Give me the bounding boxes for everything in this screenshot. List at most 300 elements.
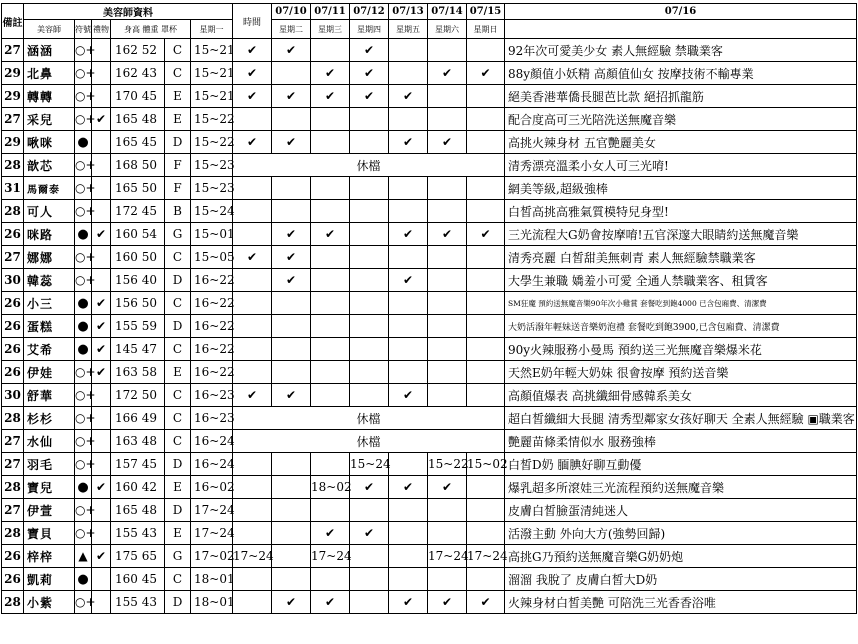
table-row [2, 568, 857, 591]
table-row [2, 108, 857, 131]
age-cell: 27 [2, 499, 24, 522]
note-cell: SM狂魔 預約送無魔音樂90年次小雞賞 套餐吃到飽4000 已含包廂費、清潔費 [505, 292, 857, 315]
time-cell: 16~22 [191, 338, 233, 361]
symbol-cell: ○+ [75, 269, 92, 292]
day-cell: ✔ [428, 223, 467, 246]
height-weight-cell: 170 45 [111, 85, 165, 108]
day-cell [311, 200, 350, 223]
note-cell: 絕美香港華僑長腿芭比款 絕招抓龍筋 [505, 85, 857, 108]
time-cell: 15~23 [191, 154, 233, 177]
cup-cell: E [165, 85, 191, 108]
day-cell [350, 292, 389, 315]
age-cell: 27 [2, 108, 24, 131]
cup-cell: C [165, 39, 191, 62]
table-row [2, 453, 857, 476]
day-cell [272, 292, 311, 315]
symbol-cell: ○+ [75, 361, 92, 384]
beautician-name: 伊萱 [24, 499, 75, 522]
age-cell: 26 [2, 361, 24, 384]
beautician-name: 啾咪 [24, 131, 75, 154]
schedule-table [1, 3, 857, 614]
age-cell: 27 [2, 246, 24, 269]
day-cell [233, 591, 272, 614]
day-cell [350, 568, 389, 591]
day-cell [233, 223, 272, 246]
time-cell: 16~23 [191, 407, 233, 430]
day-cell [350, 223, 389, 246]
symbol-cell: ○+ [75, 522, 92, 545]
table-row [2, 154, 857, 177]
date-header: 07/16 [505, 4, 857, 20]
beautician-name: 伊娃 [24, 361, 75, 384]
day-cell: ✔ [389, 269, 428, 292]
cup-cell: G [165, 545, 191, 568]
time-cell: 16~24 [191, 430, 233, 453]
day-cell [272, 522, 311, 545]
age-cell: 27 [2, 39, 24, 62]
time-cell: 15~22 [191, 108, 233, 131]
day-cell [350, 108, 389, 131]
day-cell [467, 315, 505, 338]
beautician-name: 可人 [24, 200, 75, 223]
day-cell [467, 269, 505, 292]
beautician-name: 咪路 [24, 223, 75, 246]
height-weight-cell: 155 59 [111, 315, 165, 338]
symbol-cell: ○+ [75, 430, 92, 453]
note-cell: 網美等級,超級強棒 [505, 177, 857, 200]
day-cell [467, 85, 505, 108]
day-cell [233, 568, 272, 591]
day-cell [467, 338, 505, 361]
symbol-cell: ○+ [75, 591, 92, 614]
table-body [2, 39, 857, 614]
day-cell [311, 108, 350, 131]
day-cell [389, 338, 428, 361]
day-cell [389, 177, 428, 200]
height-weight-cell: 160 42 [111, 476, 165, 499]
symbol-cell: ○+ [75, 499, 92, 522]
date-header: 07/12 [350, 4, 389, 20]
height-weight-cell: 155 43 [111, 591, 165, 614]
note-cell: 爆乳超多所滾娃三光流程預約送無魔音樂 [505, 476, 857, 499]
cup-cell: D [165, 269, 191, 292]
day-cell [428, 522, 467, 545]
symbol-cell: ▲ [75, 545, 92, 568]
day-cell [233, 476, 272, 499]
table-row [2, 522, 857, 545]
symbol-cell: ○+ [75, 384, 92, 407]
day-cell: ✔ [350, 522, 389, 545]
day-cell [467, 476, 505, 499]
day-cell [311, 568, 350, 591]
stats-header: 身高 體重 罩杯 [111, 20, 191, 39]
day-cell [311, 177, 350, 200]
day-cell [389, 522, 428, 545]
day-cell [233, 108, 272, 131]
table-row [2, 430, 857, 453]
table-row [2, 62, 857, 85]
height-weight-cell: 155 43 [111, 522, 165, 545]
table-row [2, 545, 857, 568]
day-cell [272, 545, 311, 568]
day-cell [428, 246, 467, 269]
height-weight-cell: 160 45 [111, 568, 165, 591]
day-cell [467, 177, 505, 200]
cup-cell: D [165, 453, 191, 476]
rest-cell: 休檔 [233, 407, 505, 430]
day-cell [233, 315, 272, 338]
weekday-header: 星期四 [350, 20, 389, 39]
gift-cell: ✔ [92, 545, 111, 568]
date-header: 07/13 [389, 4, 428, 20]
cup-cell: E [165, 522, 191, 545]
beautician-name: 小三 [24, 292, 75, 315]
day-cell: ✔ [389, 85, 428, 108]
age-cell: 26 [2, 545, 24, 568]
symbol-cell: ● [75, 315, 92, 338]
day-cell [428, 39, 467, 62]
height-weight-cell: 156 40 [111, 269, 165, 292]
note-cell: 天然E奶年輕大奶妹 很會按摩 預約送音樂 [505, 361, 857, 384]
weekday-header: 星期二 [272, 20, 311, 39]
day-cell [389, 200, 428, 223]
day-cell [428, 499, 467, 522]
day-cell: ✔ [467, 223, 505, 246]
rest-cell: 休檔 [233, 430, 505, 453]
cup-cell: C [165, 338, 191, 361]
day-cell [233, 499, 272, 522]
day-cell [389, 108, 428, 131]
gift-cell: ✔ [92, 108, 111, 131]
height-weight-cell: 162 43 [111, 62, 165, 85]
day-cell [233, 522, 272, 545]
beautician-name: 杉杉 [24, 407, 75, 430]
cup-cell: B [165, 200, 191, 223]
age-cell: 26 [2, 223, 24, 246]
day-cell [233, 453, 272, 476]
cup-cell: D [165, 131, 191, 154]
day-cell [467, 200, 505, 223]
symbol-cell: ● [75, 568, 92, 591]
gift-cell: ✔ [92, 315, 111, 338]
cup-cell: E [165, 108, 191, 131]
note-cell: 92年次可愛美少女 素人無經驗 禁職業客 [505, 39, 857, 62]
day-cell: ✔ [389, 591, 428, 614]
day-cell: ✔ [233, 131, 272, 154]
day-cell [467, 499, 505, 522]
symbol-cell: ● [75, 131, 92, 154]
height-weight-cell: 163 48 [111, 430, 165, 453]
day-cell [389, 453, 428, 476]
day-cell [350, 499, 389, 522]
height-weight-cell: 157 45 [111, 453, 165, 476]
age-cell: 28 [2, 476, 24, 499]
time-cell: 16~22 [191, 292, 233, 315]
cup-cell: D [165, 591, 191, 614]
day-cell: 15~02 [467, 453, 505, 476]
day-cell [428, 338, 467, 361]
symbol-cell: ○+ [75, 154, 92, 177]
time-cell: 17~24 [191, 522, 233, 545]
symbol-cell: ● [75, 223, 92, 246]
time-cell: 16~24 [191, 453, 233, 476]
day-cell: ✔ [428, 591, 467, 614]
day-cell: ✔ [428, 476, 467, 499]
age-cell: 27 [2, 430, 24, 453]
time-cell: 18~01 [191, 568, 233, 591]
day-cell: ✔ [389, 476, 428, 499]
day-cell [467, 361, 505, 384]
height-weight-cell: 165 45 [111, 131, 165, 154]
note-cell: 三光流程大G奶會按摩唷!五官深邃大眼睛約送無魔音樂 [505, 223, 857, 246]
day-cell [389, 545, 428, 568]
day-cell: ✔ [272, 246, 311, 269]
day-cell [467, 39, 505, 62]
height-weight-cell: 165 50 [111, 177, 165, 200]
note-cell: 大奶活潑年輕妹送音樂奶泡禮 套餐吃到飽3900,已含包廂費、清潔費 [505, 315, 857, 338]
time-cell: 15~21 [191, 62, 233, 85]
height-weight-cell: 160 50 [111, 246, 165, 269]
time-cell: 15~01 [191, 223, 233, 246]
day-cell [428, 568, 467, 591]
day-cell: ✔ [272, 384, 311, 407]
table-row [2, 223, 857, 246]
cup-cell: C [165, 62, 191, 85]
note-cell: 白皙高挑高雅氣質模特兒身型! [505, 200, 857, 223]
time-cell: 15~23 [191, 177, 233, 200]
day-cell [389, 499, 428, 522]
day-cell [272, 108, 311, 131]
symbol-cell: ● [75, 292, 92, 315]
time-cell: 18~01 [191, 591, 233, 614]
day-cell [350, 200, 389, 223]
day-cell [350, 246, 389, 269]
symbol-header: 符號 [75, 20, 92, 39]
day-cell [311, 338, 350, 361]
age-cell: 26 [2, 338, 24, 361]
time-cell: 16~22 [191, 269, 233, 292]
day-cell: 17~24 [233, 545, 272, 568]
height-weight-cell: 163 58 [111, 361, 165, 384]
note-cell: 艷麗苗條柔情似水 服務強棒 [505, 430, 857, 453]
day-cell [311, 39, 350, 62]
note-cell: 超白皙纖細大長腿 清秀型鄰家女孩好聊天 全素人無經驗 ▣職業客 [505, 407, 857, 430]
day-cell [311, 246, 350, 269]
day-cell: 18~02 [311, 476, 350, 499]
symbol-cell: ○+ [75, 39, 92, 62]
day-cell [428, 292, 467, 315]
table-row [2, 361, 857, 384]
age-cell: 30 [2, 269, 24, 292]
note-cell: 高挑G乃預約送無魔音樂G奶奶炮 [505, 545, 857, 568]
day-cell [233, 200, 272, 223]
beautician-name: 轉轉 [24, 85, 75, 108]
day-cell [467, 246, 505, 269]
cup-cell: C [165, 407, 191, 430]
cup-cell: F [165, 154, 191, 177]
beautician-name: 舒華 [24, 384, 75, 407]
day-cell: ✔ [311, 522, 350, 545]
symbol-cell: ○+ [75, 453, 92, 476]
beautician-name: 寶貝 [24, 522, 75, 545]
beautician-name: 艾希 [24, 338, 75, 361]
day-cell [272, 361, 311, 384]
day-cell: ✔ [311, 85, 350, 108]
note-cell: 皮膚白皙臉蛋清純迷人 [505, 499, 857, 522]
table-row [2, 177, 857, 200]
day-cell [389, 39, 428, 62]
cup-cell: C [165, 246, 191, 269]
beautician-name: 蛋糕 [24, 315, 75, 338]
cup-cell: C [165, 568, 191, 591]
day-cell: ✔ [350, 62, 389, 85]
table-row [2, 292, 857, 315]
age-cell: 28 [2, 591, 24, 614]
weekday-header: 星期日 [467, 20, 505, 39]
table-row [2, 591, 857, 614]
age-cell: 28 [2, 154, 24, 177]
day-cell: ✔ [311, 62, 350, 85]
day-cell [467, 568, 505, 591]
day-cell [350, 545, 389, 568]
time-cell: 16~22 [191, 361, 233, 384]
gift-cell: ✔ [92, 476, 111, 499]
day-cell [428, 108, 467, 131]
gift-cell [92, 568, 111, 591]
note-cell: 火辣身材白皙美艷 可陪洗三光香香浴唯 [505, 591, 857, 614]
table-row [2, 85, 857, 108]
time-cell: 15~21 [191, 39, 233, 62]
day-cell [350, 591, 389, 614]
beautician-name: 馬爾泰 [24, 177, 75, 200]
note-cell: 高顏值爆表 高挑纖細骨感韓系美女 [505, 384, 857, 407]
table-row [2, 131, 857, 154]
day-cell: ✔ [389, 223, 428, 246]
day-cell [272, 62, 311, 85]
height-weight-cell: 165 48 [111, 499, 165, 522]
time-cell: 15~22 [191, 131, 233, 154]
time-cell: 16~22 [191, 315, 233, 338]
day-cell [428, 384, 467, 407]
note-cell: 清秀亮麗 白皙甜美無刺青 素人無經驗禁職業客 [505, 246, 857, 269]
age-cell: 28 [2, 407, 24, 430]
symbol-cell: ● [75, 338, 92, 361]
table-row [2, 407, 857, 430]
day-cell [272, 499, 311, 522]
symbol-cell: ○+ [75, 407, 92, 430]
day-cell [389, 62, 428, 85]
day-cell [389, 315, 428, 338]
day-cell [272, 200, 311, 223]
weekday-header: 星期三 [311, 20, 350, 39]
time-cell: 17~02 [191, 545, 233, 568]
day-cell [311, 361, 350, 384]
day-cell [272, 453, 311, 476]
cup-cell: C [165, 384, 191, 407]
time-cell: 17~24 [191, 499, 233, 522]
cup-cell: F [165, 177, 191, 200]
day-cell: 17~24 [311, 545, 350, 568]
note-cell: 配合度高可三光陪洗送無魔音樂 [505, 108, 857, 131]
day-cell [428, 361, 467, 384]
weekday-header: 星期一 [191, 20, 233, 39]
day-cell [350, 338, 389, 361]
day-cell: ✔ [272, 223, 311, 246]
name-header: 美容師 [24, 20, 75, 39]
day-cell [467, 522, 505, 545]
time-cell: 15~21 [191, 85, 233, 108]
day-cell [428, 85, 467, 108]
beautician-name: 寶兒 [24, 476, 75, 499]
day-cell [350, 269, 389, 292]
day-cell [467, 108, 505, 131]
day-cell [233, 269, 272, 292]
age-cell: 28 [2, 522, 24, 545]
day-cell [233, 292, 272, 315]
day-cell [350, 177, 389, 200]
symbol-cell: ● [75, 476, 92, 499]
day-cell: ✔ [233, 62, 272, 85]
table-row [2, 499, 857, 522]
day-cell [311, 315, 350, 338]
day-cell [467, 384, 505, 407]
day-cell [467, 292, 505, 315]
day-cell [428, 177, 467, 200]
day-cell: 17~24 [467, 545, 505, 568]
day-cell: 15~24 [350, 453, 389, 476]
age-cell: 29 [2, 131, 24, 154]
age-cell: 29 [2, 85, 24, 108]
day-cell [272, 315, 311, 338]
note-cell: 大學生兼職 嬌羞小可愛 全通人禁職業客、租賃客 [505, 269, 857, 292]
day-cell [311, 384, 350, 407]
day-cell: ✔ [311, 591, 350, 614]
note-cell: 90y火辣服務小曼馬 預約送三光無魔音樂爆米花 [505, 338, 857, 361]
day-cell [428, 269, 467, 292]
table-row [2, 315, 857, 338]
day-cell [389, 246, 428, 269]
table-title: 美容師資料 [24, 4, 233, 20]
age-cell: 31 [2, 177, 24, 200]
symbol-cell: ○+ [75, 177, 92, 200]
day-cell [467, 131, 505, 154]
height-weight-cell: 165 48 [111, 108, 165, 131]
day-cell [233, 177, 272, 200]
beautician-name: 水仙 [24, 430, 75, 453]
day-cell [272, 568, 311, 591]
symbol-cell: ○+ [75, 85, 92, 108]
day-cell [272, 338, 311, 361]
gift-cell: ✔ [92, 338, 111, 361]
day-cell [389, 292, 428, 315]
gift-cell: ✔ [92, 361, 111, 384]
gift-header: 禮物 [92, 20, 111, 39]
day-cell [350, 361, 389, 384]
age-cell: 26 [2, 292, 24, 315]
beautician-name: 歆芯 [24, 154, 75, 177]
age-cell: 28 [2, 200, 24, 223]
day-cell: ✔ [311, 223, 350, 246]
day-cell: ✔ [272, 269, 311, 292]
table-row [2, 476, 857, 499]
cup-cell: D [165, 499, 191, 522]
beautician-name: 韓蕊 [24, 269, 75, 292]
note-cell: 清秀漂亮溫柔小女人可三光唷! [505, 154, 857, 177]
cup-cell: C [165, 430, 191, 453]
day-cell: 15~22 [428, 453, 467, 476]
beautician-name: 涵涵 [24, 39, 75, 62]
weekday-header: 星期六 [428, 20, 467, 39]
